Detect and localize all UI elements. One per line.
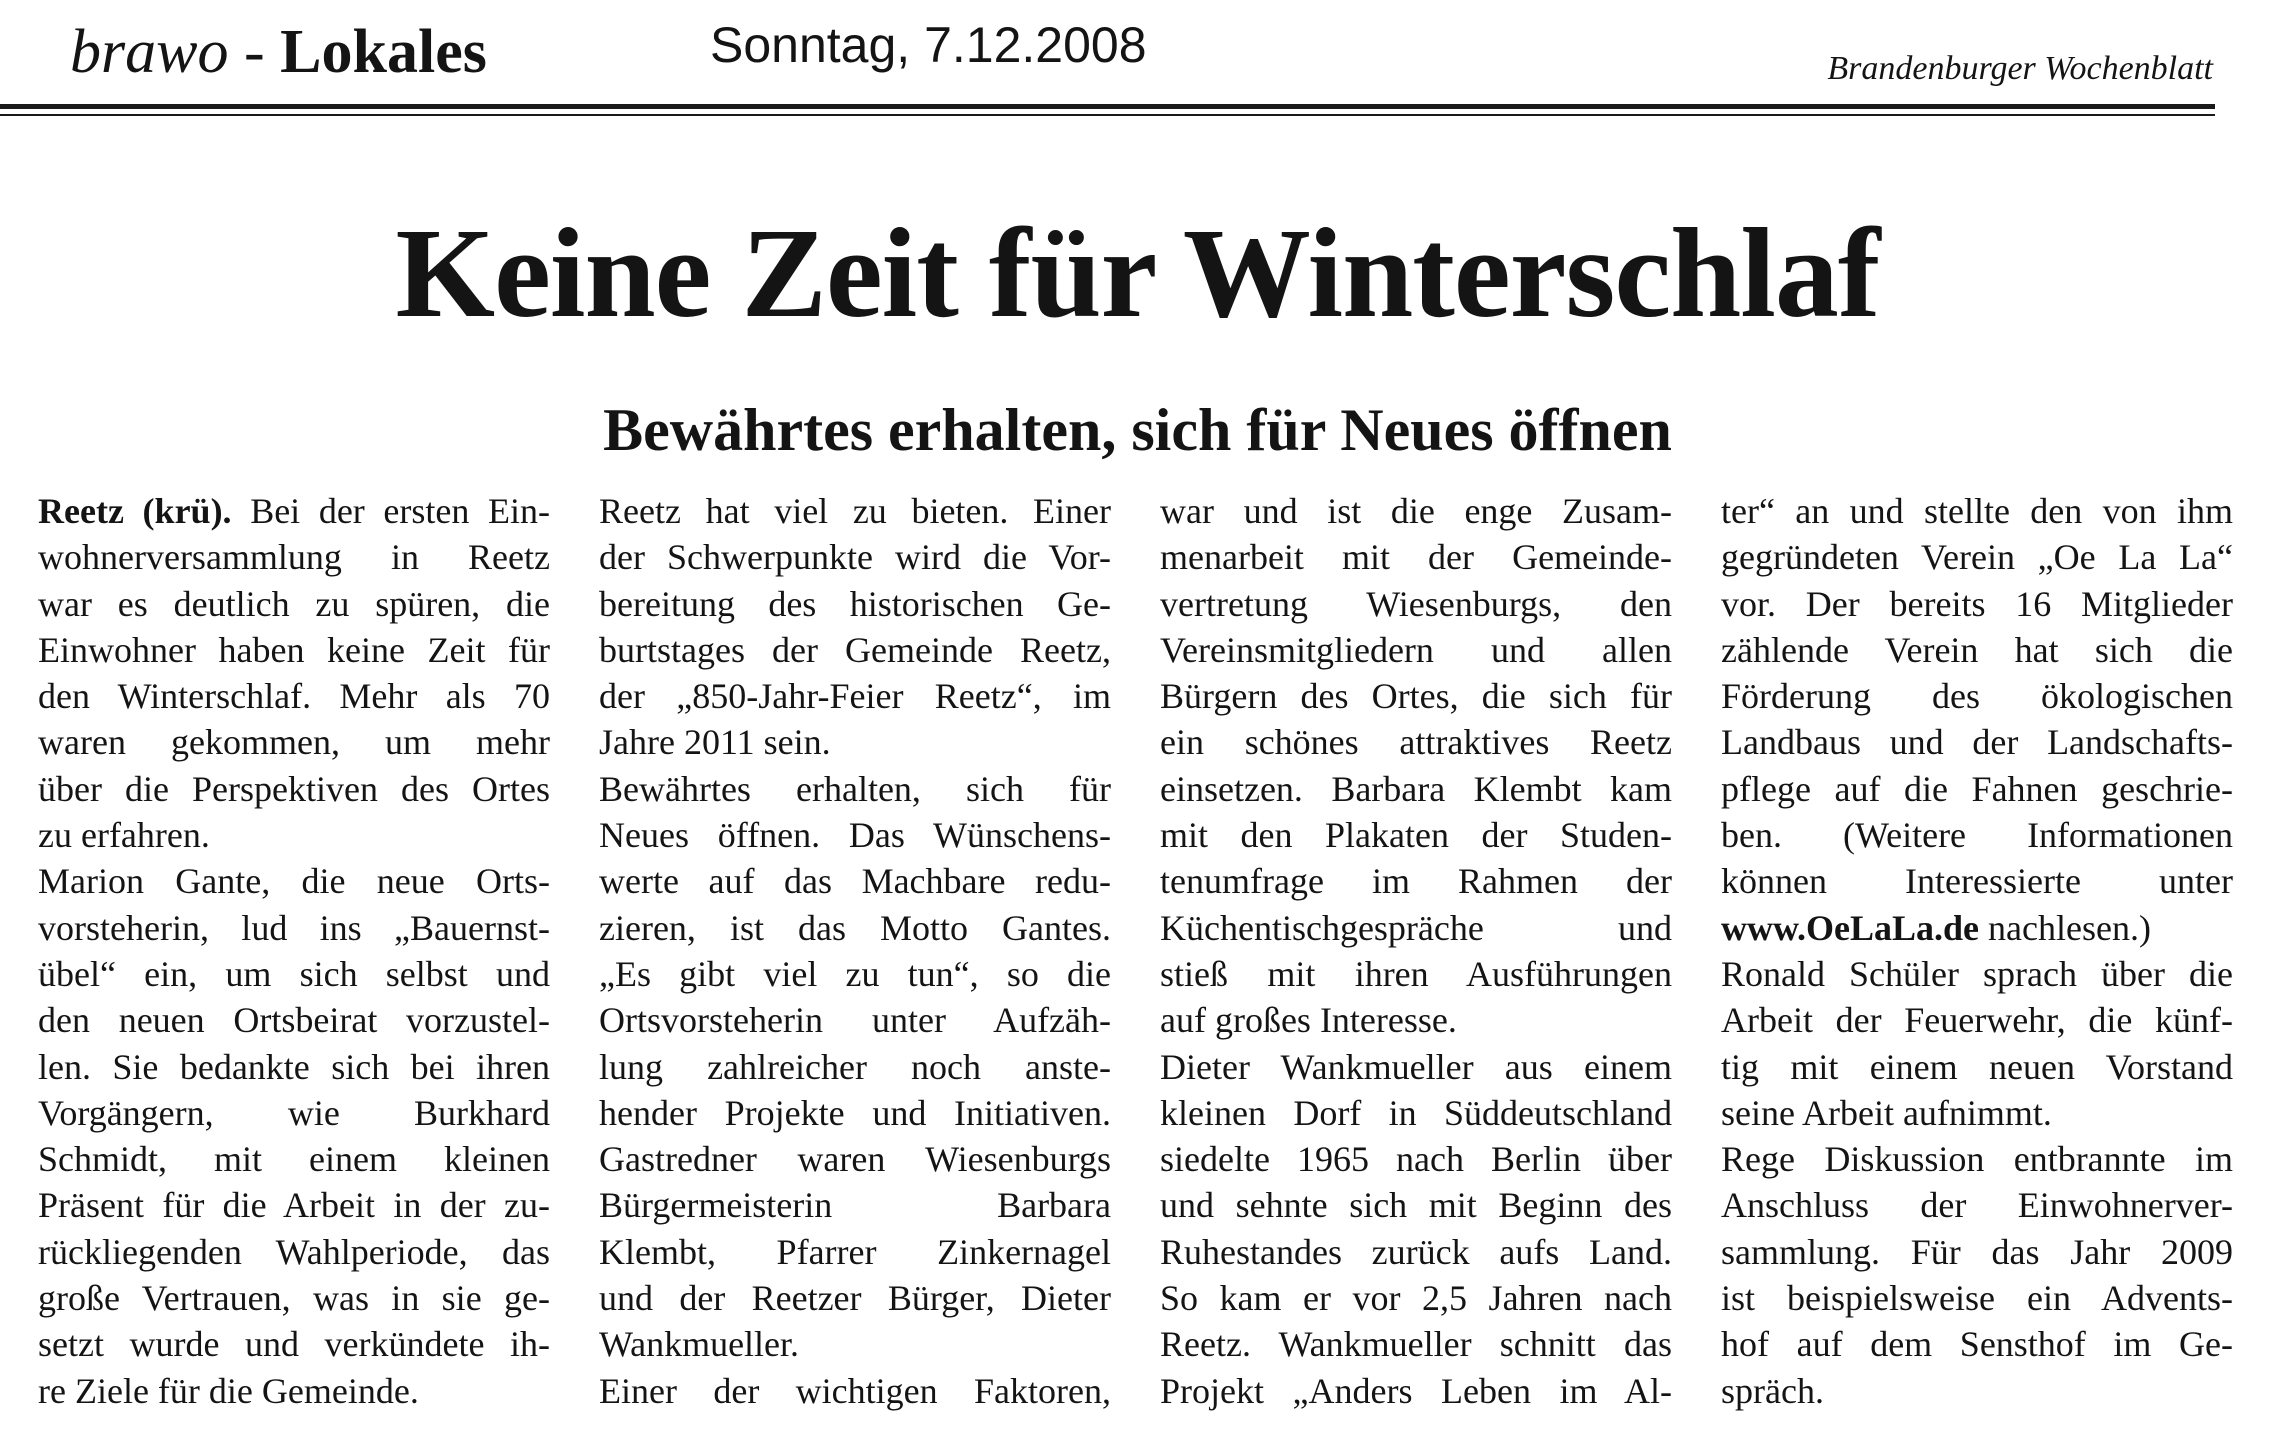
text-line: „Es gibt viel zu tun“, so die — [599, 953, 1111, 994]
text-line: Dieter Wankmueller aus einem — [1160, 1046, 1672, 1087]
text-line: Projekt „Anders Leben im Al- — [1160, 1370, 1672, 1411]
text-line: Jahre 2011 sein. — [599, 722, 831, 763]
text-line: stieß mit ihren Ausführungen — [1160, 953, 1672, 994]
text-line: ter“ an und stellte den von ihm — [1721, 491, 2233, 531]
text-line: Reetz (krü). Bei der ersten Ein- — [38, 491, 550, 531]
publication-name: brawo — [70, 18, 229, 86]
text-line: Rege Diskussion entbrannte im — [1721, 1139, 2233, 1180]
text-line: Schmidt, mit einem kleinen — [38, 1139, 550, 1180]
text-line: ein schönes attraktives Reetz — [1160, 722, 1672, 763]
text-line: So kam er vor 2,5 Jahren nach — [1160, 1278, 1672, 1319]
text-line: Neues öffnen. Das Wünschens- — [599, 815, 1111, 856]
masthead — [0, 0, 2275, 120]
text-line: Küchentischgespräche und — [1160, 907, 1672, 948]
text-line: ist beispielsweise ein Advents- — [1721, 1278, 2233, 1319]
issue-date: Sonntag, 7.12.2008 — [710, 17, 1147, 73]
text-line: Arbeit der Feuerwehr, die künf- — [1721, 1000, 2233, 1041]
text-line: Förderung des ökologischen — [1721, 676, 2233, 717]
text-line: Marion Gante, die neue Orts- — [38, 861, 550, 902]
text-line: waren gekommen, um mehr — [38, 722, 550, 763]
section-name: Lokales — [280, 18, 487, 86]
text-line: siedelte 1965 nach Berlin über — [1160, 1139, 1672, 1180]
text-line: auf großes Interesse. — [1160, 1000, 1457, 1041]
text-line: Bürgern des Ortes, die sich für — [1160, 676, 1672, 717]
text-line: Bewährtes erhalten, sich für — [599, 768, 1111, 809]
text-line: Einwohner haben keine Zeit für — [38, 629, 550, 670]
article-subheadline: Bewährtes erhalten, sich für Neues öffnen — [603, 397, 1672, 463]
text-line: Anschluss der Einwohnerver- — [1721, 1185, 2233, 1226]
text-line: über die Perspektiven des Ortes — [38, 768, 550, 809]
text-line: kleinen Dorf in Süddeutschland — [1160, 1092, 1672, 1133]
text-line: übel“ ein, um sich selbst und — [38, 953, 550, 994]
text-line: vor. Der bereits 16 Mitglieder — [1721, 583, 2233, 624]
text-line: war und ist die enge Zusam- — [1160, 491, 1672, 531]
text-line: Vorgängern, wie Burkhard — [38, 1092, 550, 1133]
text-line: sammlung. Für das Jahr 2009 — [1721, 1231, 2233, 1272]
text-line: den neuen Ortsbeirat vorzustel- — [38, 1000, 550, 1041]
text-line: setzt wurde und verkündete ih- — [38, 1324, 550, 1365]
text-line: zieren, ist das Motto Gantes. — [599, 907, 1111, 948]
article-column-3 — [1160, 488, 1672, 1428]
text-line: Gastredner waren Wiesenburgs — [599, 1139, 1111, 1180]
text-line: bereitung des historischen Ge- — [599, 583, 1111, 624]
text-line: Vereinsmitgliedern und allen — [1160, 629, 1672, 670]
text-line: Klembt, Pfarrer Zinkernagel — [599, 1231, 1111, 1272]
text-line: der Schwerpunkte wird die Vor- — [599, 537, 1111, 578]
text-line: gegründeten Verein „Oe La La“ — [1721, 537, 2233, 578]
text-line: zählende Verein hat sich die — [1721, 629, 2233, 670]
text-line: war es deutlich zu spüren, die — [38, 583, 550, 624]
text-line: hof auf dem Sensthof im Ge- — [1721, 1324, 2233, 1365]
article-dateline: Reetz (krü). — [38, 491, 232, 531]
website-link[interactable]: www.OeLaLa.de — [1721, 907, 1980, 948]
text-line: Landbaus und der Landschafts- — [1721, 722, 2233, 763]
text-line: Reetz hat viel zu bieten. Einer — [599, 491, 1111, 531]
article-column-2 — [599, 488, 1111, 1428]
text-line: Reetz. Wankmueller schnitt das — [1160, 1324, 1672, 1365]
text-line: pflege auf die Fahnen geschrie- — [1721, 768, 2233, 809]
masthead-rule-thick — [0, 104, 2215, 109]
text-line: re Ziele für die Gemeinde. — [38, 1370, 419, 1411]
text-line: Ronald Schüler sprach über die — [1721, 953, 2233, 994]
text-line: und sehnte sich mit Beginn des — [1160, 1185, 1672, 1226]
text-line: den Winterschlaf. Mehr als 70 — [38, 676, 550, 717]
text-line: und der Reetzer Bürger, Dieter — [599, 1278, 1111, 1319]
text-line: Ruhestandes zurück aufs Land. — [1160, 1231, 1672, 1272]
text-line: wohnerversammlung in Reetz — [38, 537, 550, 578]
text-line: www.OeLaLa.de nachlesen.) — [1721, 907, 2151, 948]
newspaper-name: Brandenburger Wochenblatt — [1827, 50, 2213, 87]
text-line: zu erfahren. — [38, 815, 210, 856]
text-line: rückliegenden Wahlperiode, das — [38, 1231, 550, 1272]
text-line: werte auf das Machbare redu- — [599, 861, 1111, 902]
article-column-1 — [38, 488, 550, 1428]
text-line: mit den Plakaten der Studen- — [1160, 815, 1672, 856]
text-line: können Interessierte unter — [1721, 861, 2233, 902]
text-line: Wankmueller. — [599, 1324, 800, 1365]
text-line: spräch. — [1721, 1370, 1824, 1411]
text-line: lung zahlreicher noch anste- — [599, 1046, 1111, 1087]
article-column-4 — [1721, 488, 2233, 1428]
text-line: tig mit einem neuen Vorstand — [1721, 1046, 2233, 1087]
article-body — [38, 488, 2233, 1428]
section-separator: - — [228, 18, 281, 86]
text-line: burtstages der Gemeinde Reetz, — [599, 629, 1111, 670]
text-line: vertretung Wiesenburgs, den — [1160, 583, 1672, 624]
text-line: der „850-Jahr-Feier Reetz“, im — [599, 676, 1111, 717]
text-line: menarbeit mit der Gemeinde- — [1160, 537, 1672, 578]
section-title — [70, 14, 487, 90]
text-line: len. Sie bedankte sich bei ihren — [38, 1046, 550, 1087]
article-headline: Keine Zeit für Winterschlaf — [395, 202, 1880, 344]
text-line: Ortsvorsteherin unter Aufzäh- — [599, 1000, 1111, 1041]
text-line: vorsteherin, lud ins „Bauernst- — [38, 907, 550, 948]
text-line: Präsent für die Arbeit in der zu- — [38, 1185, 550, 1226]
text-line: Einer der wichtigen Faktoren, — [599, 1370, 1111, 1411]
text-line: seine Arbeit aufnimmt. — [1721, 1092, 2052, 1133]
masthead-rule-thin — [0, 114, 2215, 116]
text-line: tenumfrage im Rahmen der — [1160, 861, 1672, 902]
text-line: große Vertrauen, was in sie ge- — [38, 1278, 550, 1319]
text-line: ben. (Weitere Informationen — [1721, 815, 2233, 856]
text-line: einsetzen. Barbara Klembt kam — [1160, 768, 1672, 809]
text-line: hender Projekte und Initiativen. — [599, 1092, 1111, 1133]
text-line: Bürgermeisterin Barbara — [599, 1185, 1111, 1226]
